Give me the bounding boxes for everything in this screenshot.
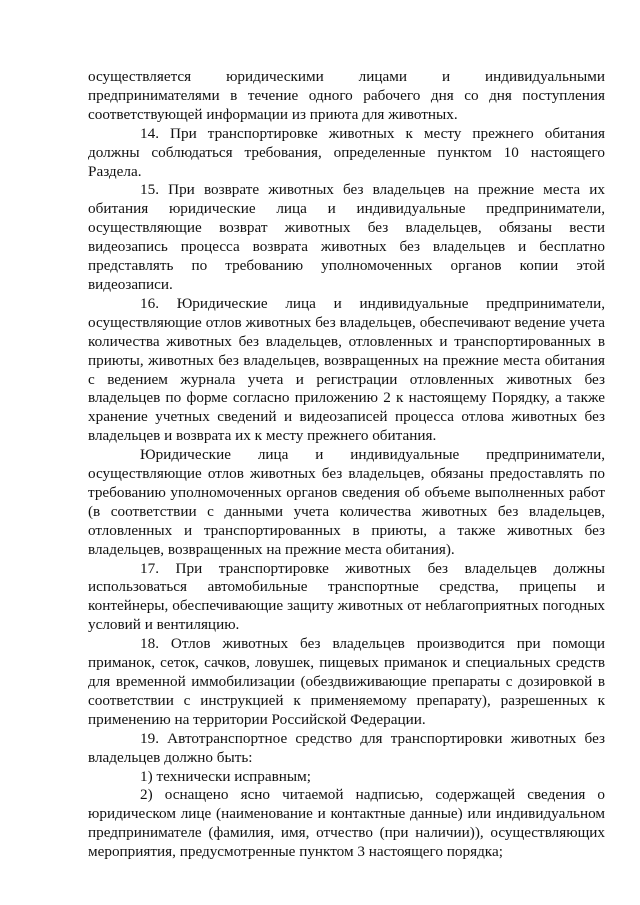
paragraph-subitem-2: 2) оснащено ясно читаемой надписью, содержащей сведения о юридическом лице (наименование и контактные данные) или индивидуальном предпринимателе (фамилия, имя, отчество (при наличии)), осуществляющих мероприятия, предусмотренные пунктом 3 настоящего порядка; xyxy=(88,786,605,861)
paragraph-item-17: 17. При транспортировке животных без владельцев должны использоваться автомобильные транспортные средства, прицепы и контейнеры, обеспечивающие защиту животных от неблагоприятных погодных условий и вентиляцию. xyxy=(88,559,605,634)
paragraph-item-19: 19. Автотранспортное средство для транспортировки животных без владельцев должно быть: xyxy=(88,729,605,766)
paragraph-item-18: 18. Отлов животных без владельцев производится при помощи приманок, сеток, сачков, ловушек, пищевых приманок и специальных средств для временной иммобилизации (обездвиживающие препараты с дозировкой в соответствии с инструкцией к применяемому препарату), разрешенных к применению на территории Российской Федерации. xyxy=(88,635,605,728)
paragraph-continuation: осуществляется юридическими лицами и индивидуальными предпринимателями в течение одного рабочего дня со дня поступления соответствующей информации из приюта для животных. xyxy=(88,68,605,123)
paragraph-item-16-continuation: Юридические лица и индивидуальные предприниматели, осуществляющие отлов животных без владельцев, обязаны предоставлять по требованию уполномоченных органов сведения об объеме выполненных работ (в соответствии с данными учета количества животных без владельцев, отловленных и транспортированных в приюты, а также животных без владельцев, возвращенных на прежние места обитания). xyxy=(88,446,605,558)
paragraph-item-16: 16. Юридические лица и индивидуальные предприниматели, осуществляющие отлов животных без владельцев, обеспечивают ведение учета количества животных без владельцев, отловленных и транспортированных в приюты, животных без владельцев, возвращенных на прежние места обитания с ведением журнала учета и регистрации отловленных животных без владельцев по форме согласно приложению 2 к настоящему Порядку, а также хранение учетных сведений и видеозаписей процесса отлова животных без владельцев и возврата их к месту прежнего обитания. xyxy=(88,294,605,445)
paragraph-item-14: 14. При транспортировке животных к месту прежнего обитания должны соблюдаться требования, определенные пунктом 10 настоящего Раздела. xyxy=(88,124,605,180)
document-page xyxy=(88,68,605,862)
paragraph-item-15: 15. При возврате животных без владельцев на прежние места их обитания юридические лица и индивидуальные предприниматели, осуществляющие возврат животных без владельцев, обязаны вести видеозапись процесса возврата животных без владельцев и бесплатно представлять по требованию уполномоченных органов копии этой видеозаписи. xyxy=(88,181,605,293)
paragraph-subitem-1: 1) технически исправным; xyxy=(140,767,311,785)
